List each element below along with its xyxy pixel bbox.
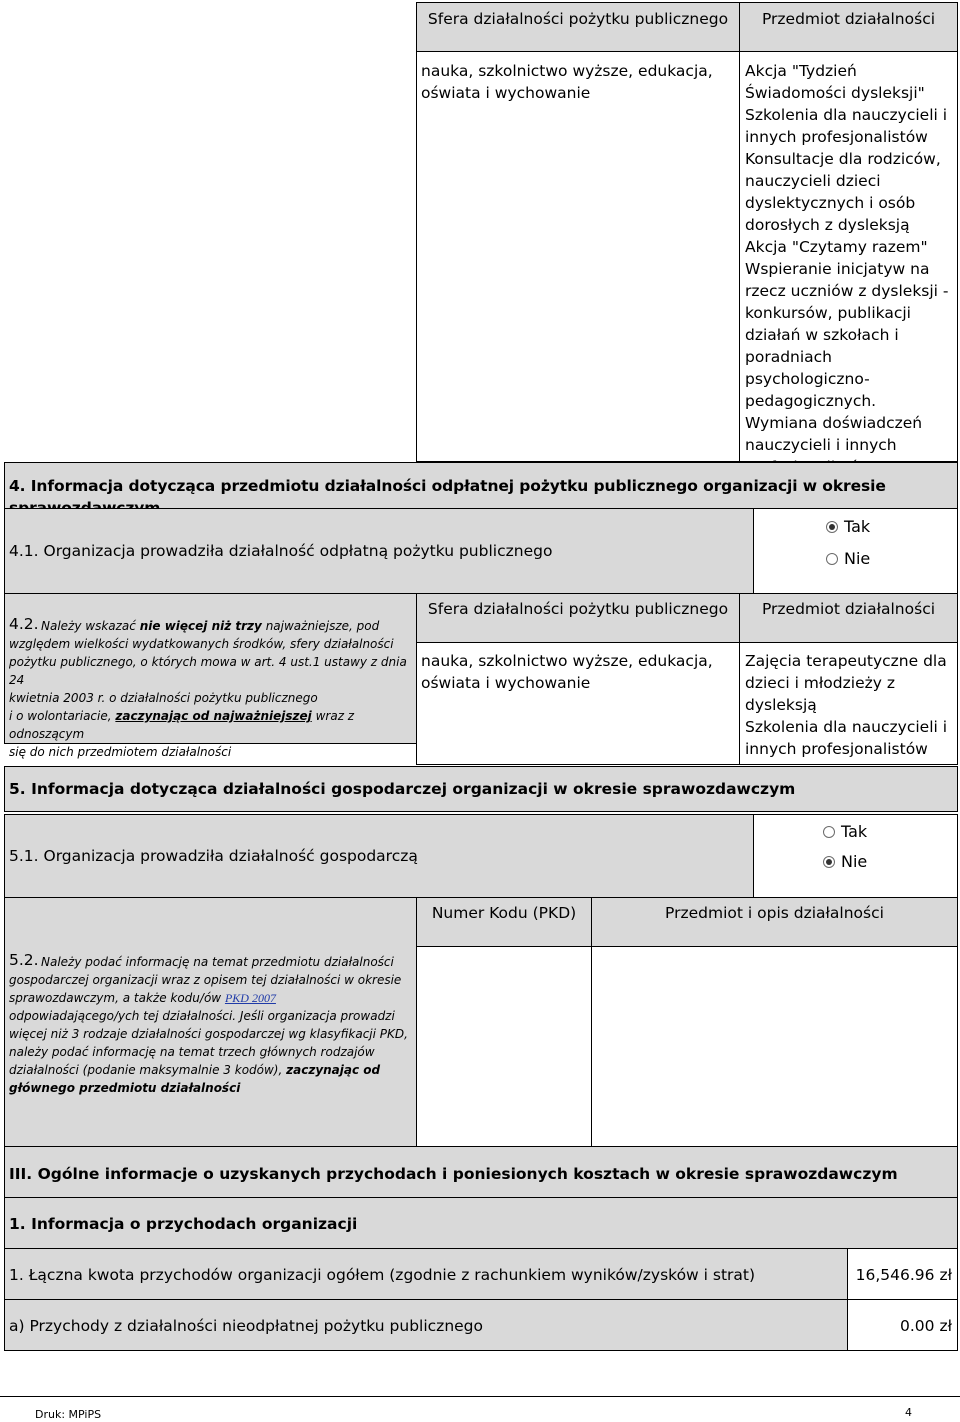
przedmiot-line: Akcja "Tydzień <box>745 62 857 80</box>
q52-line <box>9 989 414 1007</box>
q41-label: 4.1. Organizacja prowadziła działalność odpłatną pożytku publicznego <box>9 542 553 560</box>
q42-t1c: najważniejsze, pod <box>265 619 380 633</box>
przedmiot-line: dyslektycznych i osób <box>745 194 916 212</box>
przedmiot-line: dzieci i młodzieży z <box>745 674 895 692</box>
footer-page-number: 4 <box>905 1406 912 1419</box>
przedmiot-line: innych profesjonalistów <box>745 740 928 758</box>
przedmiot-line: nauczycieli dzieci <box>745 172 881 190</box>
q52-l7b: zaczynając od <box>286 1063 381 1077</box>
table2-przedmiot-value <box>745 650 957 760</box>
q52-l8: głównego przedmiotu działalności <box>9 1081 241 1095</box>
q52-line: więcej niż 3 rodzaje działalności gospodarczej wg klasyfikacji PKD, <box>9 1027 408 1041</box>
przedmiot-line: Szkolenia dla nauczycieli i <box>745 718 948 736</box>
q51-no-label: Nie <box>841 852 868 871</box>
pkd-header-label: Numer Kodu (PKD) <box>431 904 577 922</box>
przedmiot-line: poradniach psychologiczno- <box>745 348 870 388</box>
footer-druk: Druk: MPiPS <box>35 1408 102 1421</box>
sfera-line: nauka, szkolnictwo wyższe, edukacja, <box>421 652 713 670</box>
q42-line: się do nich przedmiotem działalności <box>9 745 232 759</box>
przedmiot-line: działań w szkołach i <box>745 326 899 344</box>
q41-option-no[interactable] <box>826 549 870 568</box>
przedmiot-line: nauczycieli i innych <box>745 436 897 454</box>
q41-yes-label: Tak <box>844 517 871 536</box>
row2-label: a) Przychody z działalności nieodpłatnej pożytku publicznego <box>9 1317 483 1335</box>
q41-no-label: Nie <box>844 549 871 568</box>
q42-t5a: i o wolontariacie, <box>9 709 112 723</box>
przedmiot-line: Świadomości dysleksji" <box>745 84 925 102</box>
section5-heading: 5. Informacja dotycząca działalności gospodarczej organizacji w okresie sprawozdawczym <box>9 780 796 798</box>
row1-label: 1. Łączna kwota przychodów organizacji ogółem (zgodnie z rachunkiem wyników/zysków i strat) <box>9 1266 756 1284</box>
q51-option-no[interactable] <box>823 852 867 871</box>
q42-t1: Należy wskazać <box>41 619 136 633</box>
przedmiot-line: Konsultacje dla rodziców, <box>745 150 941 168</box>
section3-sub1: 1. Informacja o przychodach organizacji <box>9 1215 358 1233</box>
q42-t5c: wraz z odnoszącym <box>9 709 355 741</box>
section4-heading: 4. Informacja dotycząca przedmiotu działalności odpłatnej pożytku publicznego organizacji w okresie <box>9 477 886 495</box>
przedmiot-line: Zajęcia terapeutyczne dla <box>745 652 947 670</box>
section3-heading: III. Ogólne informacje o uzyskanych przychodach i poniesionych kosztach w okresie sprawozdawczym <box>9 1165 898 1183</box>
radio-checked-icon[interactable] <box>826 521 838 533</box>
table2-header-sfera-label: Sfera działalności pożytku publicznego <box>427 600 729 618</box>
sfera-line: oświata i wychowanie <box>421 84 591 102</box>
sfera-line: nauka, szkolnictwo wyższe, edukacja, <box>421 62 713 80</box>
przedmiot-line: pedagogicznych. <box>745 392 877 410</box>
przedmiot-line: dorosłych z dysleksją <box>745 216 910 234</box>
q51-option-yes[interactable] <box>823 822 867 841</box>
radio-checked-icon[interactable] <box>823 856 835 868</box>
q42-line <box>9 617 414 635</box>
table1-header-sfera-label: Sfera działalności pożytku publicznego <box>427 10 729 28</box>
footer-rule <box>0 1396 960 1397</box>
q42-line: kwietnia 2003 r. o działalności pożytku publicznego <box>9 691 318 705</box>
przedmiot-line: rzecz uczniów z dysleksji - <box>745 282 949 300</box>
q52-line: należy podać informację na temat trzech głównych rodzajów <box>9 1045 375 1059</box>
q52-line: gospodarczej organizacji wraz z opisem tej działalności w okresie <box>9 973 402 987</box>
table2-sfera-value <box>421 650 736 694</box>
q52-text <box>9 953 414 1097</box>
table1-sfera-value <box>421 60 736 104</box>
sfera-line: oświata i wychowanie <box>421 674 591 692</box>
q51-yes-label: Tak <box>841 822 868 841</box>
q52-number: 5.2. <box>9 951 39 969</box>
q52-l3a: sprawozdawczym, a także kodu/ów <box>9 991 222 1005</box>
radio-unchecked-icon[interactable] <box>823 826 835 838</box>
pkd-2007-link[interactable]: PKD 2007 <box>224 991 276 1005</box>
q42-line: pożytku publicznego, o których mowa w art. 4 ust.1 ustawy z dnia 24 <box>9 655 407 687</box>
przedmiot-line: dysleksją <box>745 696 817 714</box>
opis-cell <box>591 946 958 1147</box>
q42-text <box>9 617 414 761</box>
q41-option-yes[interactable] <box>826 517 870 536</box>
pkd-cell <box>416 946 592 1147</box>
przedmiot-line: Wspieranie inicjatyw na <box>745 260 930 278</box>
przedmiot-line: innych profesjonalistów <box>745 128 928 146</box>
radio-unchecked-icon[interactable] <box>826 553 838 565</box>
q51-label: 5.1. Organizacja prowadziła działalność gospodarczą <box>9 847 418 865</box>
q42-line <box>9 707 414 743</box>
row1-value: 16,546.96 zł <box>855 1266 952 1284</box>
q42-t5b: zaczynając od najważniejszej <box>115 709 312 723</box>
q52-l7a: działalności (podanie maksymalnie 3 kodów), <box>9 1063 283 1077</box>
table2-header-przedmiot-label: Przedmiot działalności <box>761 600 936 618</box>
q52-line <box>9 1061 414 1079</box>
q42-number: 4.2. <box>9 615 39 633</box>
opis-header-label: Przedmiot i opis działalności <box>665 904 884 922</box>
q52-line <box>9 1079 414 1097</box>
q52-line: Należy podać informację na temat przedmiotu działalności <box>41 955 394 969</box>
q52-line: odpowiadającego/ych tej działalności. Jeśli organizacja prowadzi <box>9 1009 395 1023</box>
przedmiot-line: konkursów, publikacji <box>745 304 911 322</box>
table1-cell-sfera <box>416 51 740 462</box>
q42-line: względem wielkości wydatkowanych środków, sfery działalności <box>9 637 394 651</box>
q42-t1b: nie więcej niż trzy <box>139 619 262 633</box>
przedmiot-line: Wymiana doświadczeń <box>745 414 923 432</box>
table1-header-przedmiot-label: Przedmiot działalności <box>761 10 936 28</box>
przedmiot-line: Akcja "Czytamy razem" <box>745 238 928 256</box>
row2-value: 0.00 zł <box>900 1317 952 1335</box>
table1-przedmiot-value <box>745 60 957 478</box>
przedmiot-line: Szkolenia dla nauczycieli i <box>745 106 948 124</box>
